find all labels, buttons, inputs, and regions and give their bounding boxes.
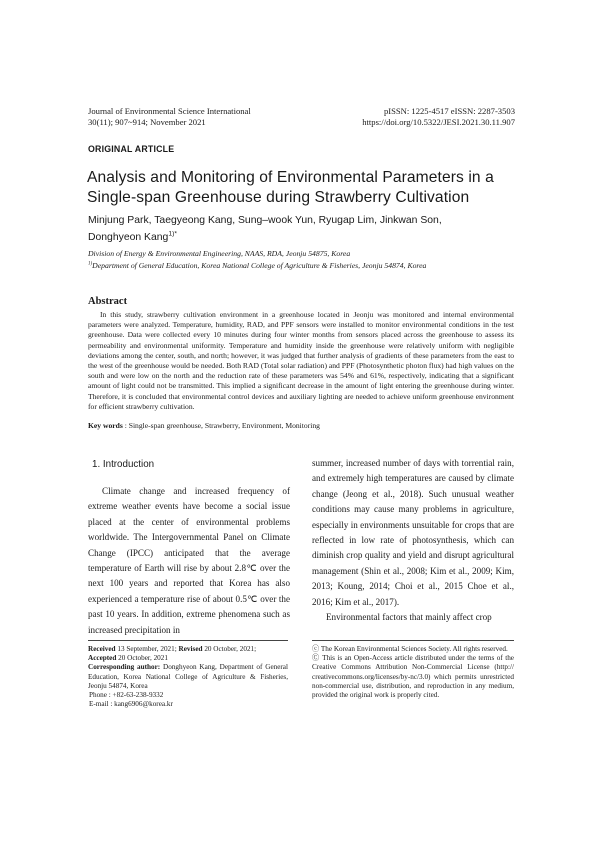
received-label: Received xyxy=(88,645,116,653)
title-line-2: Single-span Greenhouse during Strawberry Cultivation xyxy=(87,188,470,206)
email-address[interactable]: E-mail : kang6906@korea.kr xyxy=(89,700,173,709)
received-date: 13 September, 2021; xyxy=(115,645,179,653)
accepted-date-line xyxy=(88,654,288,663)
article-title xyxy=(87,168,517,207)
affiliations xyxy=(88,248,528,271)
footer-divider-right xyxy=(312,640,514,641)
received-revised-dates xyxy=(88,645,288,654)
license-notice xyxy=(312,645,514,700)
license-text: Ⓒ This is an Open-Access article distributed under the terms of the Creative Commons Attribution Non-Commercial License (http:// creativecommons.org/licenses/by-nc/3.0) which permits unrestricted non-commercial use, distribution, and reproduction in any medium, provided the original work is properly cited. xyxy=(312,654,514,700)
affiliation-marker: 1) xyxy=(88,260,93,266)
right-column xyxy=(312,456,514,625)
journal-name: Journal of Environmental Science International xyxy=(88,106,251,116)
journal-header-right xyxy=(300,106,515,127)
author-list xyxy=(88,212,518,246)
corresponding-author-info xyxy=(88,663,288,691)
accepted-date: 20 October, 2021 xyxy=(116,654,168,663)
doi-link[interactable]: https://doi.org/10.5322/JESI.2021.30.11.907 xyxy=(362,116,515,127)
article-history xyxy=(88,645,288,709)
section-heading: 1. Introduction xyxy=(92,459,155,470)
copyright-line: ⓒ The Korean Environmental Sciences Society. All rights reserved. xyxy=(312,645,508,653)
footer-divider-left xyxy=(88,640,288,641)
affiliation-2 xyxy=(88,260,528,272)
corresponding-text: Donghyeon Kang, Department of General Education, Korea National College of Agriculture & Fisheries, Jeonju 54874, Korea xyxy=(88,663,288,690)
title-line-1: Analysis and Monitoring of Environmental Parameters in a xyxy=(87,169,494,186)
intro-paragraph-1: Climate change and increased frequency of extreme weather events have become a social issue placed at the center of environmental problems worldwide. The Intergovernmental Panel on Climate Change (IPCC) anticipated that the average temperature of Earth will rise by about 2.8℃ over the next 100 years and reported that Korea has also experienced a temperature rise of about 0.5℃ over the past 10 years. In addition, extreme phenomena such as increased precipitation in xyxy=(88,486,290,635)
affiliation-2-text: Department of General Education, Korea National College of Agriculture & Fisheries, Jeonju 54874, Korea xyxy=(92,260,427,270)
left-column xyxy=(88,484,290,638)
keywords-text: : Single-span greenhouse, Strawberry, Environment, Monitoring xyxy=(122,421,320,430)
accepted-label: Accepted xyxy=(88,654,117,663)
intro-paragraph-2: summer, increased number of days with torrential rain, and extremely high temperatures are caused by climate change (Jeong et al., 2018). Such unusual weather conditions may cause many problems in agriculture, especially in environments unsuitable for crops that are reflected in low rate of photosynthesis, which can diminish crop quality and yield and disrupt agricultural management (Shin et al., 2008; Kim et al., 2009; Kim, 2013; Koung, 2014; Choi et al., 2015 Choe et al., 2016; Kim et al., 2017). xyxy=(312,458,514,607)
revised-label: Revised xyxy=(178,645,203,653)
corresponding-label: Corresponding author: xyxy=(88,663,161,672)
intro-paragraph-3: Environmental factors that mainly affect crop xyxy=(326,612,492,623)
authors-line-2 xyxy=(88,229,518,246)
keywords-label: Key words xyxy=(88,421,123,430)
volume-info: 30(11); 907~914; November 2021 xyxy=(88,116,206,127)
affiliation-1: Division of Energy & Environmental Engineering, NAAS, RDA, Jeonju 54875, Korea xyxy=(88,249,351,258)
abstract-body: In this study, strawberry cultivation environment in a greenhouse located in Jeonju was monitored and internal environmental parameters were analyzed. Temperature, humidity, RAD, and PPF sensors were installed to monitor environmental conditions in the test greenhouse. Data were collected every 10 minutes during four winter months from sensors placed across the greenhouse to assess its permeability and environmental uniformity. Temperature and humidity inside the greenhouse were relatively uniform with negligible deviations among the center, south, and north; however, it was judged that further analysis of gradients of these parameters from the east to the west of the greenhouse would be needed. Both RAD (Total solar radiation) and PPF (Photosynthetic photon flux) had high values on the south and were low on the north and the reduction rate of these parameters was 54% and 61%, respectively, indicating that a significant amount of light could not be transmitted. This implied a significant decrease in the amount of light entering the greenhouse during winter. Therefore, it is concluded that environmental control devices and auxiliary lighting are needed to achieve uniform greenhouse environment for efficient strawberry cultivation. xyxy=(88,310,514,411)
revised-date: 20 October, 2021; xyxy=(202,645,257,653)
abstract-text xyxy=(88,310,514,412)
keywords xyxy=(88,421,514,430)
authors-line-1: Minjung Park, Taegyeong Kang, Sung–wook Yun, Ryugap Lim, Jinkwan Son, xyxy=(88,215,442,226)
abstract-heading: Abstract xyxy=(88,296,128,307)
author-marker: 1)* xyxy=(168,230,177,238)
phone-number: Phone : +82-63-238-9332 xyxy=(89,691,164,700)
corresponding-author-name: Donghyeon Kang xyxy=(88,232,169,243)
issn: pISSN: 1225-4517 eISSN: 2287-3503 xyxy=(383,106,515,116)
article-type-label: ORIGINAL ARTICLE xyxy=(88,144,175,154)
